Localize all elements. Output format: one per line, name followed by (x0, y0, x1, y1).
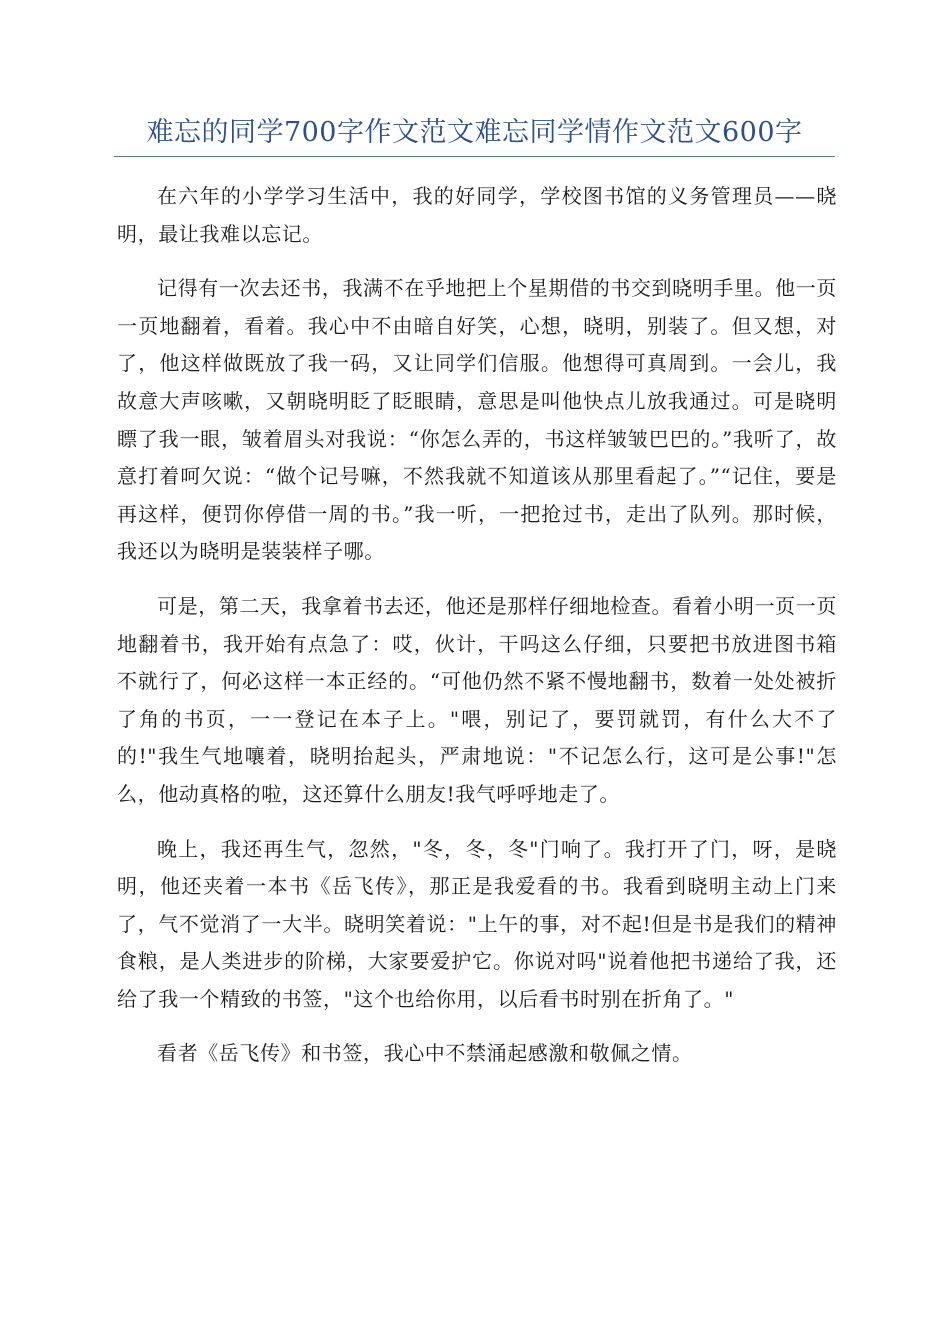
title-block (114, 112, 835, 157)
paragraph-4: 晚上，我还再生气，忽然，"冬，冬，冬"门响了。我打开了门，呀，是晓明，他还夹着一本书《岳飞传》，那正是我爱看的书。我看到晓明主动上门来了，气不觉消了一大半。晓明笑着说："上午的事，对不起!但是书是我们的精神食粮，是人类进步的阶梯，大家要爱护它。你说对吗"说着他把书递给了我，还给了我一个精致的书签，"这个也给你用，以后看书时别在折角了。" (117, 836, 837, 1011)
document-title: 难忘的同学700字作文范文难忘同学情作文范文600字 (146, 117, 803, 148)
paragraph-5: 看者《岳飞传》和书签，我心中不禁涌起感激和敬佩之情。 (157, 1041, 693, 1066)
paragraph-3: 可是，第二天，我拿着书去还，他还是那样仔细地检查。看着小明一页一页地翻着书，我开始有点急了：哎，伙计，干吗这么仔细，只要把书放进图书箱不就行了，何必这样一本正经的。“可他仍然不紧不慢地翻书，数着一处处被折了角的书页，一一登记在本子上。"喂，别记了，要罚就罚，有什么大不了的!"我生气地嚷着，晓明抬起头，严肃地说："不记怎么行，这可是公事!"怎么，他动真格的啦，这还算什么朋友!我气呼呼地走了。 (117, 593, 837, 806)
paragraph-1: 在六年的小学学习生活中，我的好同学，学校图书馆的义务管理员——晓明，最让我难以忘记。 (117, 184, 837, 246)
article-body (117, 178, 837, 1073)
paragraph-2: 记得有一次去还书，我满不在乎地把上个星期借的书交到晓明手里。他一页一页地翻着，看着。我心中不由暗自好笑，心想，晓明，别装了。但又想，对了，他这样做既放了我一码，又让同学们信服。他想得可真周到。一会儿，我故意大声咳嗽，又朝晓明眨了眨眼睛，意思是叫他快点儿放我通过。可是晓明瞟了我一眼，皱着眉头对我说：“你怎么弄的，书这样皱皱巴巴的。”我听了，故意打着呵欠说：“做个记号嘛，不然我就不知道该从那里看起了。”“记住，要是再这样，便罚你停借一周的书。”我一听，一把抢过书，走出了队列。那时候，我还以为晓明是装装样子哪。 (117, 276, 837, 564)
